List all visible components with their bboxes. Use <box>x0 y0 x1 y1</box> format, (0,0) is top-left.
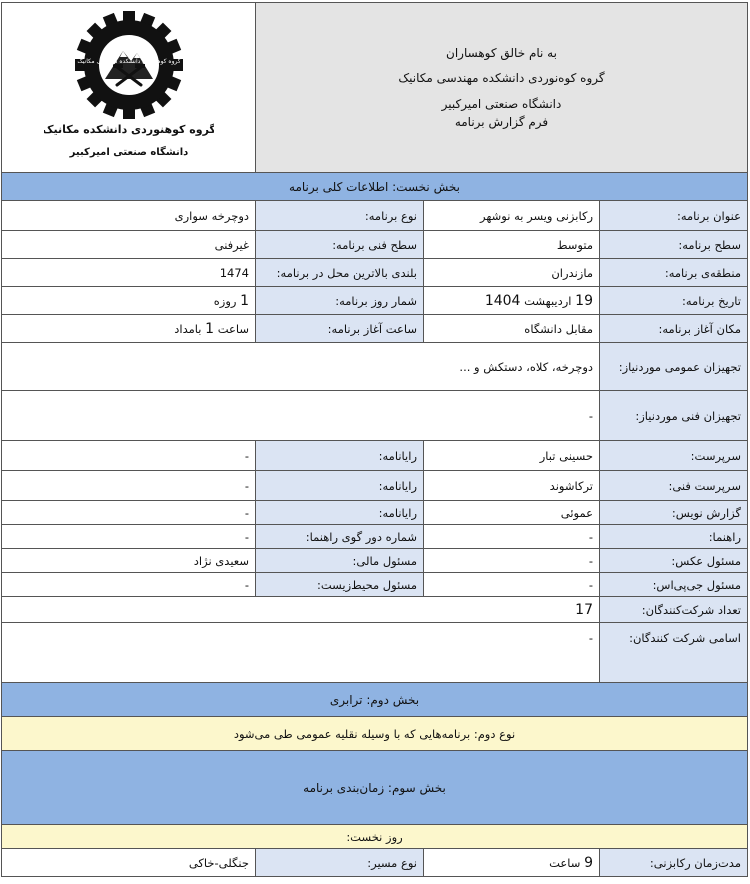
program-type-label: نوع برنامه: <box>256 201 424 231</box>
report-form <box>2 2 748 880</box>
header-line-2: گروه کوه‌نوردی دانشکده مهندسی مکانیک <box>398 71 605 86</box>
guide-phone-value: - <box>2 525 256 549</box>
start-time-num: 1 <box>205 320 215 337</box>
max-alt-value: 1474 <box>2 259 256 287</box>
section1-title: بخش نخست: اطلاعات کلی برنامه <box>2 173 748 201</box>
tech-supervisor-email-label: رایانامه: <box>256 471 424 501</box>
duration-num: 9 <box>584 854 593 871</box>
env-value: - <box>2 573 256 597</box>
route-type-label: نوع مسیر: <box>256 849 424 877</box>
date-label: تاریخ برنامه: <box>600 287 748 315</box>
program-type-value: دوچرخه سواری <box>2 201 256 231</box>
supervisor-email-value: - <box>2 441 256 471</box>
photo-label: مسئول عکس: <box>600 549 748 573</box>
reporter-label: گزارش نویس: <box>600 501 748 525</box>
program-title-label: عنوان برنامه: <box>600 201 748 231</box>
logo-ring-text: گروه کوهنوردی دانشکده مهندسی مکانیک <box>76 58 181 65</box>
guide-value: - <box>424 525 600 549</box>
start-place-value: مقابل دانشگاه <box>424 315 600 343</box>
start-time-suffix: بامداد <box>174 321 202 336</box>
date-year: 1404 <box>484 292 521 309</box>
tech-equip-value: - <box>2 391 600 441</box>
level-value: متوسط <box>424 231 600 259</box>
header-line-3: دانشگاه صنعتی امیرکبیر <box>441 96 562 111</box>
tech-supervisor-label: سرپرست فنی: <box>600 471 748 501</box>
supervisor-email-label: رایانامه: <box>256 441 424 471</box>
header-line-4: فرم گزارش برنامه <box>454 114 549 129</box>
env-label: مسئول محیط‌زیست: <box>256 573 424 597</box>
duration-label: مدت‌زمان رکابزنی: <box>600 849 748 877</box>
tech-supervisor-email-value: - <box>2 471 256 501</box>
day1-title: روز نخست: <box>2 825 748 849</box>
logo-caption-1: گروه کوهنوردی دانشکده مکانیک <box>43 123 214 136</box>
region-value: مازندران <box>424 259 600 287</box>
tech-level-label: سطح فنی برنامه: <box>256 231 424 259</box>
gps-label: مسئول جی‌پی‌اس: <box>600 573 748 597</box>
form-table <box>1 2 748 877</box>
names-label: اسامی شرکت کنندگان: <box>600 623 748 683</box>
days-value <box>2 287 256 315</box>
guide-phone-label: شماره دور گوی راهنما: <box>256 525 424 549</box>
tech-level-value: غیرفنی <box>2 231 256 259</box>
reporter-email-value: - <box>2 501 256 525</box>
form-header <box>256 3 748 173</box>
route-type-value: جنگلی-خاکی <box>2 849 256 877</box>
logo-cell <box>2 3 256 173</box>
count-label: تعداد شرکت‌کنندگان: <box>600 597 748 623</box>
start-time-value <box>2 315 256 343</box>
names-value: - <box>2 623 600 683</box>
start-time-label: ساعت آغاز برنامه: <box>256 315 424 343</box>
days-label: شمار روز برنامه: <box>256 287 424 315</box>
date-value <box>424 287 600 315</box>
start-time-prefix: ساعت <box>217 321 249 336</box>
transport-type: نوع دوم: برنامه‌هایی که با وسیله نقلیه عمومی طی می‌شود <box>2 717 748 751</box>
gear-icon <box>75 11 183 119</box>
club-logo <box>44 7 214 165</box>
header-line-1: به نام خالق کوهساران <box>446 46 557 61</box>
start-place-label: مکان آغاز برنامه: <box>600 315 748 343</box>
supervisor-label: سرپرست: <box>600 441 748 471</box>
gps-value: - <box>424 573 600 597</box>
date-day: 19 <box>575 292 593 309</box>
finance-label: مسئول مالی: <box>256 549 424 573</box>
days-num: 1 <box>240 292 249 309</box>
region-label: منطقه‌ی برنامه: <box>600 259 748 287</box>
reporter-email-label: رایانامه: <box>256 501 424 525</box>
general-equip-label: تجهیزان عمومی موردنیاز: <box>600 343 748 391</box>
duration-unit: ساعت <box>549 855 581 870</box>
guide-label: راهنما: <box>600 525 748 549</box>
duration-value <box>424 849 600 877</box>
date-month: اردیبهشت <box>524 293 572 308</box>
tech-supervisor-value: ترکاشوند <box>424 471 600 501</box>
section2-title: بخش دوم: ترابری <box>2 683 748 717</box>
tech-equip-label: تجهیزان فنی موردنیاز: <box>600 391 748 441</box>
photo-value: - <box>424 549 600 573</box>
days-unit: روزه <box>213 293 237 308</box>
program-title-value: رکابزنی ویسر به نوشهر <box>424 201 600 231</box>
supervisor-value: حسینی تبار <box>424 441 600 471</box>
finance-value: سعیدی نژاد <box>2 549 256 573</box>
general-equip-value: دوچرخه، کلاه، دستکش و ... <box>2 343 600 391</box>
logo-caption-2: دانشگاه صنعتی امیرکبیر <box>69 147 188 158</box>
max-alt-label: بلندی بالاترین محل در برنامه: <box>256 259 424 287</box>
reporter-value: عموئی <box>424 501 600 525</box>
section3-title: بخش سوم: زمان‌بندی برنامه <box>2 751 748 825</box>
level-label: سطح برنامه: <box>600 231 748 259</box>
count-value: 17 <box>2 597 600 623</box>
